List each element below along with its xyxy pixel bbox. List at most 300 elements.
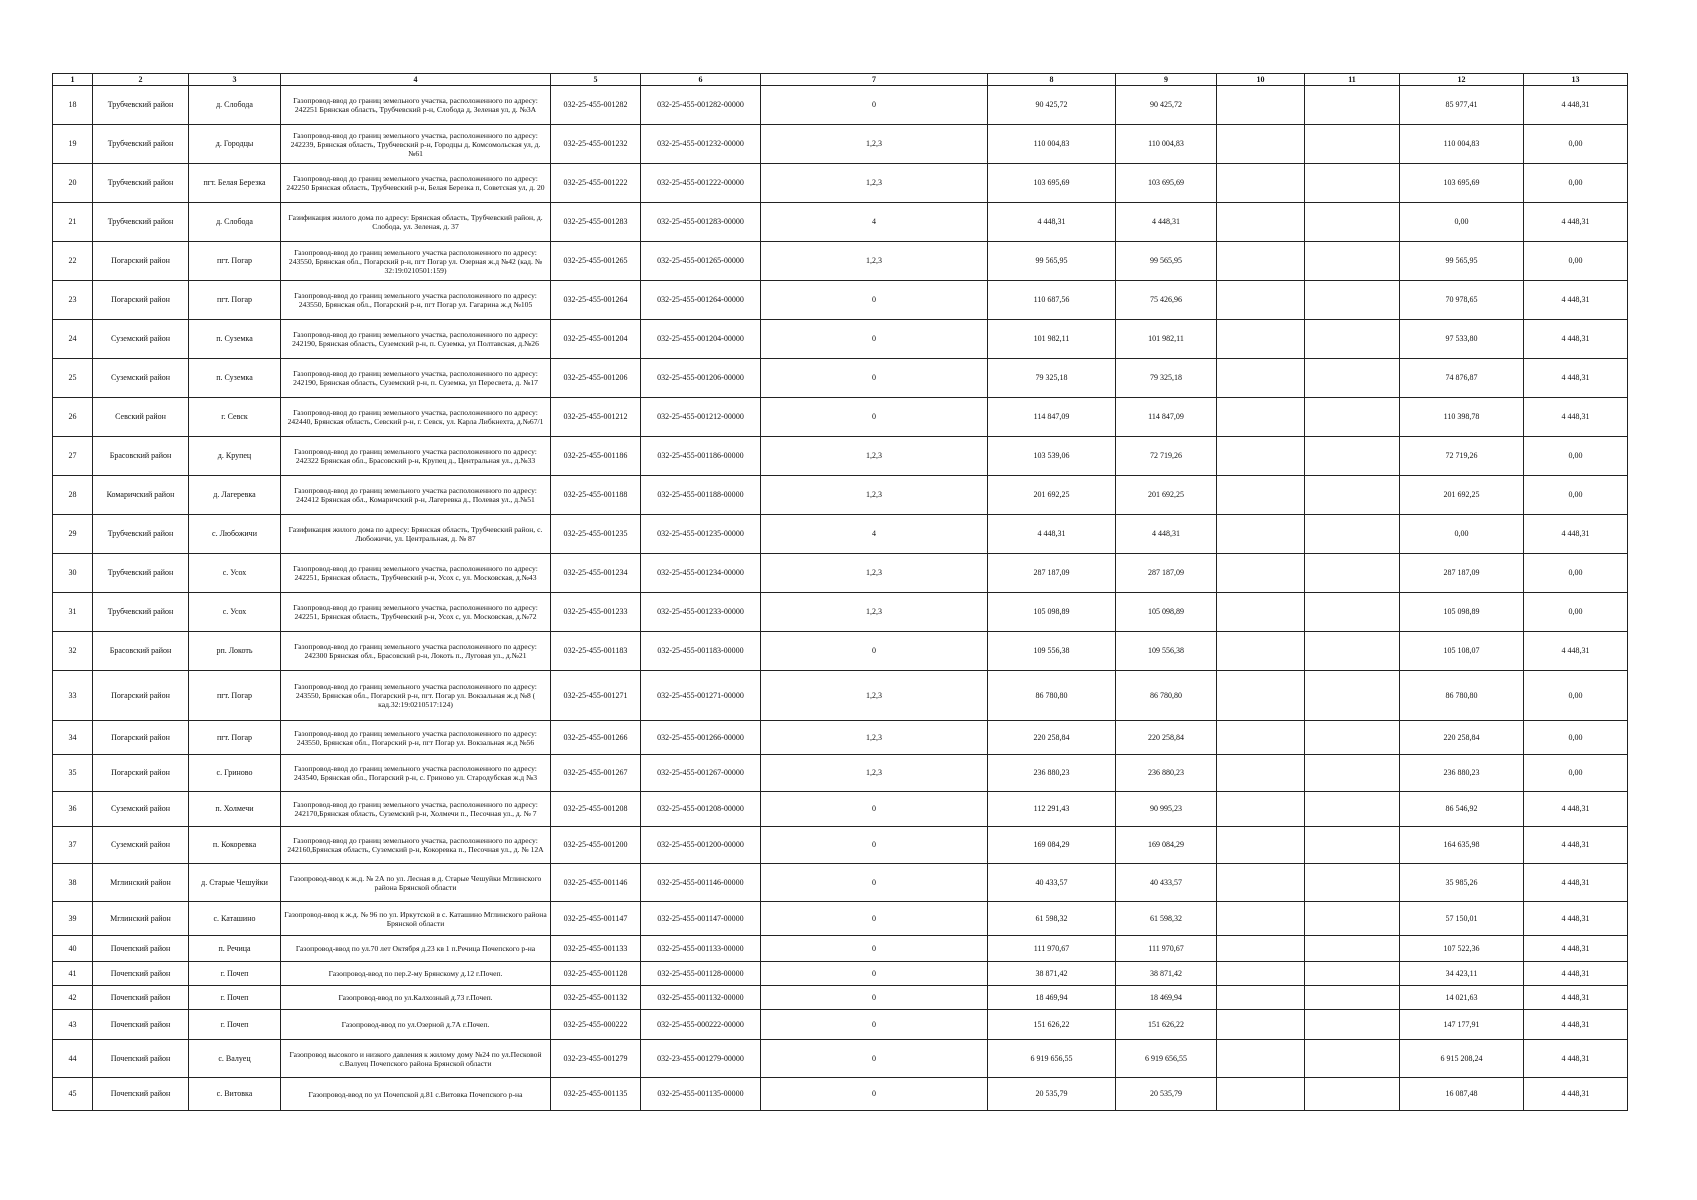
table-row bbox=[53, 242, 1628, 281]
category-cell: 0 bbox=[761, 792, 988, 827]
code-cell: 032-25-455-001266 bbox=[551, 721, 641, 755]
empty-cell bbox=[1217, 515, 1305, 554]
column-header: 12 bbox=[1400, 74, 1524, 86]
row-number-cell: 21 bbox=[53, 203, 93, 242]
object-code-cell: 032-25-455-001186-00000 bbox=[641, 437, 761, 476]
category-cell: 0 bbox=[761, 320, 988, 359]
code-cell: 032-25-455-001234 bbox=[551, 554, 641, 593]
amount-cell: 4 448,31 bbox=[1524, 962, 1628, 986]
column-header: 11 bbox=[1305, 74, 1400, 86]
amount-cell: 40 433,57 bbox=[988, 864, 1116, 902]
amount-cell: 110 004,83 bbox=[988, 125, 1116, 164]
description-cell: Газопровод-ввод до границ земельного участка расположенного по адресу: 243550, Брянская обл., Погарский р-н, пгт Погар ул. Озерная ж.д №42 (кад. № 32:19:0210501:159) bbox=[281, 242, 551, 281]
empty-cell bbox=[1305, 1010, 1400, 1040]
description-cell: Газопровод-ввод до границ земельного участка, расположенного по адресу: 242170,Брянская область, Суземский р-н, Холмечи п., Песочная ул., д. № 7 bbox=[281, 792, 551, 827]
empty-cell bbox=[1217, 962, 1305, 986]
amount-cell: 4 448,31 bbox=[1524, 1040, 1628, 1078]
district-cell: Почепский район bbox=[93, 936, 189, 962]
table-row bbox=[53, 281, 1628, 320]
amount-cell: 97 533,80 bbox=[1400, 320, 1524, 359]
amount-cell: 287 187,09 bbox=[1116, 554, 1217, 593]
settlement-cell: п. Речица bbox=[189, 936, 281, 962]
empty-cell bbox=[1217, 936, 1305, 962]
description-cell: Газопровод-ввод к ж.д. № 96 по ул. Иркутской в с. Каташино Мглинского района Брянской области bbox=[281, 902, 551, 936]
object-code-cell: 032-25-455-001264-00000 bbox=[641, 281, 761, 320]
settlement-cell: с. Гриново bbox=[189, 755, 281, 792]
settlement-cell: д. Городцы bbox=[189, 125, 281, 164]
empty-cell bbox=[1305, 515, 1400, 554]
table-row bbox=[53, 962, 1628, 986]
table-row bbox=[53, 476, 1628, 515]
amount-cell: 90 425,72 bbox=[988, 86, 1116, 125]
empty-cell bbox=[1217, 902, 1305, 936]
category-cell: 1,2,3 bbox=[761, 593, 988, 632]
empty-cell bbox=[1217, 1040, 1305, 1078]
empty-cell bbox=[1217, 827, 1305, 864]
code-cell: 032-25-455-001271 bbox=[551, 671, 641, 721]
empty-cell bbox=[1305, 242, 1400, 281]
object-code-cell: 032-25-455-001146-00000 bbox=[641, 864, 761, 902]
empty-cell bbox=[1217, 203, 1305, 242]
amount-cell: 103 695,69 bbox=[1116, 164, 1217, 203]
table-row bbox=[53, 792, 1628, 827]
district-cell: Суземский район bbox=[93, 359, 189, 398]
empty-cell bbox=[1305, 1078, 1400, 1111]
amount-cell: 0,00 bbox=[1524, 755, 1628, 792]
settlement-cell: г. Почеп bbox=[189, 1010, 281, 1040]
settlement-cell: с. Усох bbox=[189, 554, 281, 593]
object-code-cell: 032-25-455-001233-00000 bbox=[641, 593, 761, 632]
object-code-cell: 032-25-455-001135-00000 bbox=[641, 1078, 761, 1111]
description-cell: Газопровод-ввод до границ земельного участка, расположенного по адресу: 242440, Брянская область, Севский р-н, г. Севск, ул. Карла Либкнехта, д.№67/1 bbox=[281, 398, 551, 437]
table-row bbox=[53, 359, 1628, 398]
code-cell: 032-25-455-001200 bbox=[551, 827, 641, 864]
category-cell: 0 bbox=[761, 1078, 988, 1111]
row-number-cell: 31 bbox=[53, 593, 93, 632]
object-code-cell: 032-25-455-001132-00000 bbox=[641, 986, 761, 1010]
code-cell: 032-25-455-001282 bbox=[551, 86, 641, 125]
code-cell: 032-25-455-001222 bbox=[551, 164, 641, 203]
empty-cell bbox=[1305, 125, 1400, 164]
empty-cell bbox=[1305, 902, 1400, 936]
amount-cell: 110 398,78 bbox=[1400, 398, 1524, 437]
category-cell: 0 bbox=[761, 281, 988, 320]
amount-cell: 85 977,41 bbox=[1400, 86, 1524, 125]
description-cell: Газопровод-ввод до границ земельного участка, расположенного по адресу: 242250 Брянская область, Трубчевский р-н, Белая Березка п, Советская ул, д. 20 bbox=[281, 164, 551, 203]
category-cell: 0 bbox=[761, 962, 988, 986]
category-cell: 0 bbox=[761, 827, 988, 864]
category-cell: 0 bbox=[761, 864, 988, 902]
empty-cell bbox=[1217, 242, 1305, 281]
amount-cell: 40 433,57 bbox=[1116, 864, 1217, 902]
district-cell: Суземский район bbox=[93, 827, 189, 864]
amount-cell: 151 626,22 bbox=[1116, 1010, 1217, 1040]
category-cell: 1,2,3 bbox=[761, 721, 988, 755]
amount-cell: 6 919 656,55 bbox=[1116, 1040, 1217, 1078]
amount-cell: 4 448,31 bbox=[988, 515, 1116, 554]
table-row bbox=[53, 164, 1628, 203]
table-row bbox=[53, 827, 1628, 864]
amount-cell: 4 448,31 bbox=[1524, 902, 1628, 936]
category-cell: 0 bbox=[761, 902, 988, 936]
table-body bbox=[53, 86, 1628, 1111]
table-row bbox=[53, 936, 1628, 962]
object-code-cell: 032-25-455-001133-00000 bbox=[641, 936, 761, 962]
column-header: 8 bbox=[988, 74, 1116, 86]
empty-cell bbox=[1305, 476, 1400, 515]
object-code-cell: 032-25-455-001212-00000 bbox=[641, 398, 761, 437]
amount-cell: 35 985,26 bbox=[1400, 864, 1524, 902]
settlement-cell: пгт. Погар bbox=[189, 721, 281, 755]
amount-cell: 101 982,11 bbox=[1116, 320, 1217, 359]
category-cell: 0 bbox=[761, 986, 988, 1010]
description-cell: Газопровод-ввод по пер.2-му Брянскому д.12 г.Почеп. bbox=[281, 962, 551, 986]
empty-cell bbox=[1217, 671, 1305, 721]
amount-cell: 86 546,92 bbox=[1400, 792, 1524, 827]
description-cell: Газопровод высокого и низкого давления к жилому дому №24 по ул.Песковой с.Валуец Почепского района Брянской области bbox=[281, 1040, 551, 1078]
amount-cell: 4 448,31 bbox=[1524, 86, 1628, 125]
amount-cell: 4 448,31 bbox=[1524, 281, 1628, 320]
description-cell: Газификация жилого дома по адресу: Брянская область, Трубчевский район, д. Слобода, ул. Зеленая, д. 37 bbox=[281, 203, 551, 242]
amount-cell: 0,00 bbox=[1524, 554, 1628, 593]
description-cell: Газопровод-ввод до границ земельного участка, расположенного по адресу: 242251 Брянская область, Трубчевский р-н, Слобода д, Зеленая ул, д. №3А bbox=[281, 86, 551, 125]
district-cell: Трубчевский район bbox=[93, 125, 189, 164]
amount-cell: 105 098,89 bbox=[1116, 593, 1217, 632]
amount-cell: 0,00 bbox=[1524, 242, 1628, 281]
settlement-cell: с. Любожичи bbox=[189, 515, 281, 554]
empty-cell bbox=[1305, 1040, 1400, 1078]
description-cell: Газопровод-ввод до границ земельного участка расположенного по адресу: 242412 Брянская обл., Комаричский р-н, Лагеревка д., Полевая ул., д.№51 bbox=[281, 476, 551, 515]
amount-cell: 110 004,83 bbox=[1400, 125, 1524, 164]
empty-cell bbox=[1217, 755, 1305, 792]
description-cell: Газопровод-ввод до границ земельного участка, расположенного по адресу: 242190, Брянская область, Суземский р-н, п. Суземка, ул Пересвета, д. №17 bbox=[281, 359, 551, 398]
amount-cell: 90 425,72 bbox=[1116, 86, 1217, 125]
amount-cell: 110 687,56 bbox=[988, 281, 1116, 320]
amount-cell: 0,00 bbox=[1524, 125, 1628, 164]
district-cell: Почепский район bbox=[93, 1078, 189, 1111]
code-cell: 032-25-455-001212 bbox=[551, 398, 641, 437]
empty-cell bbox=[1305, 164, 1400, 203]
amount-cell: 6 919 656,55 bbox=[988, 1040, 1116, 1078]
row-number-cell: 27 bbox=[53, 437, 93, 476]
row-number-cell: 25 bbox=[53, 359, 93, 398]
amount-cell: 4 448,31 bbox=[1524, 827, 1628, 864]
amount-cell: 4 448,31 bbox=[1524, 515, 1628, 554]
district-cell: Мглинский район bbox=[93, 864, 189, 902]
amount-cell: 14 021,63 bbox=[1400, 986, 1524, 1010]
code-cell: 032-25-455-001206 bbox=[551, 359, 641, 398]
row-number-cell: 28 bbox=[53, 476, 93, 515]
amount-cell: 201 692,25 bbox=[1116, 476, 1217, 515]
settlement-cell: п. Суземка bbox=[189, 359, 281, 398]
settlement-cell: с. Усох bbox=[189, 593, 281, 632]
settlement-cell: г. Почеп bbox=[189, 986, 281, 1010]
amount-cell: 74 876,87 bbox=[1400, 359, 1524, 398]
amount-cell: 0,00 bbox=[1524, 476, 1628, 515]
empty-cell bbox=[1305, 593, 1400, 632]
empty-cell bbox=[1305, 398, 1400, 437]
row-number-cell: 41 bbox=[53, 962, 93, 986]
category-cell: 1,2,3 bbox=[761, 242, 988, 281]
amount-cell: 201 692,25 bbox=[988, 476, 1116, 515]
category-cell: 0 bbox=[761, 86, 988, 125]
district-cell: Почепский район bbox=[93, 986, 189, 1010]
column-header: 5 bbox=[551, 74, 641, 86]
district-cell: Погарский район bbox=[93, 281, 189, 320]
amount-cell: 105 098,89 bbox=[988, 593, 1116, 632]
district-cell: Погарский район bbox=[93, 721, 189, 755]
object-code-cell: 032-25-455-001271-00000 bbox=[641, 671, 761, 721]
empty-cell bbox=[1217, 125, 1305, 164]
column-header: 9 bbox=[1116, 74, 1217, 86]
object-code-cell: 032-25-455-001204-00000 bbox=[641, 320, 761, 359]
description-cell: Газопровод-ввод по ул.70 лет Октября д.23 кв 1 п.Речица Почепского р-на bbox=[281, 936, 551, 962]
row-number-cell: 29 bbox=[53, 515, 93, 554]
district-cell: Севский район bbox=[93, 398, 189, 437]
description-cell: Газопровод-ввод до границ земельного участка, расположенного по адресу: 242160,Брянская область, Суземский р-н, Кокоревка п., Песочная ул., д. № 12А bbox=[281, 827, 551, 864]
district-cell: Трубчевский район bbox=[93, 593, 189, 632]
column-header: 4 bbox=[281, 74, 551, 86]
row-number-cell: 44 bbox=[53, 1040, 93, 1078]
settlement-cell: рп. Локоть bbox=[189, 632, 281, 671]
object-code-cell: 032-25-455-001208-00000 bbox=[641, 792, 761, 827]
amount-cell: 236 880,23 bbox=[1400, 755, 1524, 792]
column-header: 7 bbox=[761, 74, 988, 86]
empty-cell bbox=[1217, 593, 1305, 632]
category-cell: 0 bbox=[761, 632, 988, 671]
amount-cell: 86 780,80 bbox=[988, 671, 1116, 721]
district-cell: Трубчевский район bbox=[93, 554, 189, 593]
object-code-cell: 032-25-455-001147-00000 bbox=[641, 902, 761, 936]
amount-cell: 147 177,91 bbox=[1400, 1010, 1524, 1040]
settlement-cell: д. Слобода bbox=[189, 86, 281, 125]
empty-cell bbox=[1305, 554, 1400, 593]
code-cell: 032-23-455-001279 bbox=[551, 1040, 641, 1078]
amount-cell: 79 325,18 bbox=[988, 359, 1116, 398]
amount-cell: 75 426,96 bbox=[1116, 281, 1217, 320]
empty-cell bbox=[1217, 632, 1305, 671]
description-cell: Газопровод-ввод до границ земельного участка, расположенного по адресу: 242251, Брянская область, Трубчевский р-н, Усох с, ул. Московская, д.№43 bbox=[281, 554, 551, 593]
amount-cell: 101 982,11 bbox=[988, 320, 1116, 359]
table-row bbox=[53, 632, 1628, 671]
table-row bbox=[53, 125, 1628, 164]
code-cell: 032-25-455-001235 bbox=[551, 515, 641, 554]
amount-cell: 4 448,31 bbox=[1524, 632, 1628, 671]
code-cell: 032-25-455-001146 bbox=[551, 864, 641, 902]
category-cell: 0 bbox=[761, 398, 988, 437]
amount-cell: 79 325,18 bbox=[1116, 359, 1217, 398]
amount-cell: 16 087,48 bbox=[1400, 1078, 1524, 1111]
empty-cell bbox=[1217, 792, 1305, 827]
table-row bbox=[53, 515, 1628, 554]
empty-cell bbox=[1305, 827, 1400, 864]
object-code-cell: 032-25-455-001282-00000 bbox=[641, 86, 761, 125]
code-cell: 032-25-455-001128 bbox=[551, 962, 641, 986]
amount-cell: 20 535,79 bbox=[1116, 1078, 1217, 1111]
object-code-cell: 032-23-455-001279-00000 bbox=[641, 1040, 761, 1078]
district-cell: Трубчевский район bbox=[93, 164, 189, 203]
code-cell: 032-25-455-001264 bbox=[551, 281, 641, 320]
data-table bbox=[52, 73, 1628, 1111]
amount-cell: 236 880,23 bbox=[1116, 755, 1217, 792]
empty-cell bbox=[1305, 962, 1400, 986]
row-number-cell: 32 bbox=[53, 632, 93, 671]
district-cell: Трубчевский район bbox=[93, 203, 189, 242]
amount-cell: 164 635,98 bbox=[1400, 827, 1524, 864]
row-number-cell: 30 bbox=[53, 554, 93, 593]
amount-cell: 72 719,26 bbox=[1116, 437, 1217, 476]
object-code-cell: 032-25-455-001234-00000 bbox=[641, 554, 761, 593]
amount-cell: 169 084,29 bbox=[988, 827, 1116, 864]
table-row bbox=[53, 437, 1628, 476]
amount-cell: 99 565,95 bbox=[1400, 242, 1524, 281]
row-number-cell: 37 bbox=[53, 827, 93, 864]
amount-cell: 57 150,01 bbox=[1400, 902, 1524, 936]
description-cell: Газопровод-ввод по ул.Калхозный д.73 г.Почеп. bbox=[281, 986, 551, 1010]
empty-cell bbox=[1305, 281, 1400, 320]
category-cell: 1,2,3 bbox=[761, 164, 988, 203]
code-cell: 032-25-455-001233 bbox=[551, 593, 641, 632]
district-cell: Почепский район bbox=[93, 962, 189, 986]
amount-cell: 18 469,94 bbox=[988, 986, 1116, 1010]
object-code-cell: 032-25-455-001232-00000 bbox=[641, 125, 761, 164]
amount-cell: 4 448,31 bbox=[1524, 203, 1628, 242]
amount-cell: 4 448,31 bbox=[1524, 320, 1628, 359]
amount-cell: 99 565,95 bbox=[1116, 242, 1217, 281]
object-code-cell: 032-25-455-001200-00000 bbox=[641, 827, 761, 864]
row-number-cell: 43 bbox=[53, 1010, 93, 1040]
object-code-cell: 032-25-455-001222-00000 bbox=[641, 164, 761, 203]
amount-cell: 236 880,23 bbox=[988, 755, 1116, 792]
amount-cell: 4 448,31 bbox=[1524, 864, 1628, 902]
amount-cell: 4 448,31 bbox=[1524, 792, 1628, 827]
column-header: 13 bbox=[1524, 74, 1628, 86]
column-header: 3 bbox=[189, 74, 281, 86]
row-number-cell: 24 bbox=[53, 320, 93, 359]
column-header: 2 bbox=[93, 74, 189, 86]
row-number-cell: 33 bbox=[53, 671, 93, 721]
category-cell: 1,2,3 bbox=[761, 671, 988, 721]
row-number-cell: 42 bbox=[53, 986, 93, 1010]
table-row bbox=[53, 864, 1628, 902]
amount-cell: 287 187,09 bbox=[1400, 554, 1524, 593]
code-cell: 032-25-455-001132 bbox=[551, 986, 641, 1010]
district-cell: Суземский район bbox=[93, 320, 189, 359]
empty-cell bbox=[1217, 1010, 1305, 1040]
amount-cell: 38 871,42 bbox=[1116, 962, 1217, 986]
empty-cell bbox=[1305, 792, 1400, 827]
column-header: 1 bbox=[53, 74, 93, 86]
amount-cell: 220 258,84 bbox=[988, 721, 1116, 755]
amount-cell: 151 626,22 bbox=[988, 1010, 1116, 1040]
empty-cell bbox=[1217, 554, 1305, 593]
district-cell: Погарский район bbox=[93, 242, 189, 281]
settlement-cell: пгт. Погар bbox=[189, 671, 281, 721]
district-cell: Почепский район bbox=[93, 1010, 189, 1040]
settlement-cell: г. Почеп bbox=[189, 962, 281, 986]
district-cell: Суземский район bbox=[93, 792, 189, 827]
amount-cell: 0,00 bbox=[1400, 203, 1524, 242]
district-cell: Трубчевский район bbox=[93, 86, 189, 125]
object-code-cell: 032-25-455-001266-00000 bbox=[641, 721, 761, 755]
amount-cell: 220 258,84 bbox=[1400, 721, 1524, 755]
empty-cell bbox=[1217, 437, 1305, 476]
table-row bbox=[53, 671, 1628, 721]
object-code-cell: 032-25-455-001128-00000 bbox=[641, 962, 761, 986]
settlement-cell: с. Каташино bbox=[189, 902, 281, 936]
amount-cell: 4 448,31 bbox=[1524, 936, 1628, 962]
object-code-cell: 032-25-455-001265-00000 bbox=[641, 242, 761, 281]
code-cell: 032-25-455-001267 bbox=[551, 755, 641, 792]
object-code-cell: 032-25-455-001283-00000 bbox=[641, 203, 761, 242]
amount-cell: 114 847,09 bbox=[988, 398, 1116, 437]
amount-cell: 4 448,31 bbox=[1116, 203, 1217, 242]
category-cell: 0 bbox=[761, 359, 988, 398]
table-row bbox=[53, 902, 1628, 936]
description-cell: Газопровод-ввод до границ земельного участка расположенного по адресу: 243550, Брянская обл., Погарский р-н, пгт. Погар ул. Вокзальная ж.д №8 ( кад.32:19:0210517:124) bbox=[281, 671, 551, 721]
empty-cell bbox=[1305, 437, 1400, 476]
amount-cell: 0,00 bbox=[1524, 437, 1628, 476]
category-cell: 0 bbox=[761, 1010, 988, 1040]
empty-cell bbox=[1217, 398, 1305, 437]
object-code-cell: 032-25-455-001188-00000 bbox=[641, 476, 761, 515]
header-row bbox=[53, 74, 1628, 86]
amount-cell: 107 522,36 bbox=[1400, 936, 1524, 962]
object-code-cell: 032-25-455-001235-00000 bbox=[641, 515, 761, 554]
amount-cell: 0,00 bbox=[1400, 515, 1524, 554]
description-cell: Газопровод-ввод до границ земельного участка расположенного по адресу: 243550, Брянская обл., Погарский р-н, пгт Погар ул. Гагарина ж.д №105 bbox=[281, 281, 551, 320]
row-number-cell: 34 bbox=[53, 721, 93, 755]
empty-cell bbox=[1217, 721, 1305, 755]
amount-cell: 38 871,42 bbox=[988, 962, 1116, 986]
description-cell: Газопровод-ввод до границ земельного участка, расположенного по адресу: 242251, Брянская область, Трубчевский р-н, Усох с, ул. Московская, д.№72 bbox=[281, 593, 551, 632]
settlement-cell: п. Кокоревка bbox=[189, 827, 281, 864]
table-row bbox=[53, 554, 1628, 593]
empty-cell bbox=[1217, 1078, 1305, 1111]
amount-cell: 90 995,23 bbox=[1116, 792, 1217, 827]
object-code-cell: 032-25-455-001267-00000 bbox=[641, 755, 761, 792]
row-number-cell: 38 bbox=[53, 864, 93, 902]
empty-cell bbox=[1217, 986, 1305, 1010]
empty-cell bbox=[1217, 86, 1305, 125]
empty-cell bbox=[1305, 320, 1400, 359]
description-cell: Газификация жилого дома по адресу: Брянская область, Трубчевский район, с. Любожичи, ул. Центральная, д. № 87 bbox=[281, 515, 551, 554]
settlement-cell: п. Холмечи bbox=[189, 792, 281, 827]
amount-cell: 109 556,38 bbox=[988, 632, 1116, 671]
empty-cell bbox=[1217, 476, 1305, 515]
code-cell: 032-25-455-001147 bbox=[551, 902, 641, 936]
amount-cell: 0,00 bbox=[1524, 721, 1628, 755]
empty-cell bbox=[1305, 203, 1400, 242]
row-number-cell: 26 bbox=[53, 398, 93, 437]
amount-cell: 201 692,25 bbox=[1400, 476, 1524, 515]
amount-cell: 110 004,83 bbox=[1116, 125, 1217, 164]
table-row bbox=[53, 203, 1628, 242]
table-row bbox=[53, 593, 1628, 632]
district-cell: Погарский район bbox=[93, 755, 189, 792]
district-cell: Погарский район bbox=[93, 671, 189, 721]
code-cell: 032-25-455-001283 bbox=[551, 203, 641, 242]
amount-cell: 72 719,26 bbox=[1400, 437, 1524, 476]
district-cell: Трубчевский район bbox=[93, 515, 189, 554]
table-row bbox=[53, 986, 1628, 1010]
table-row bbox=[53, 398, 1628, 437]
settlement-cell: пгт. Белая Березка bbox=[189, 164, 281, 203]
category-cell: 1,2,3 bbox=[761, 554, 988, 593]
category-cell: 0 bbox=[761, 1040, 988, 1078]
district-cell: Мглинский район bbox=[93, 902, 189, 936]
settlement-cell: пгт. Погар bbox=[189, 242, 281, 281]
